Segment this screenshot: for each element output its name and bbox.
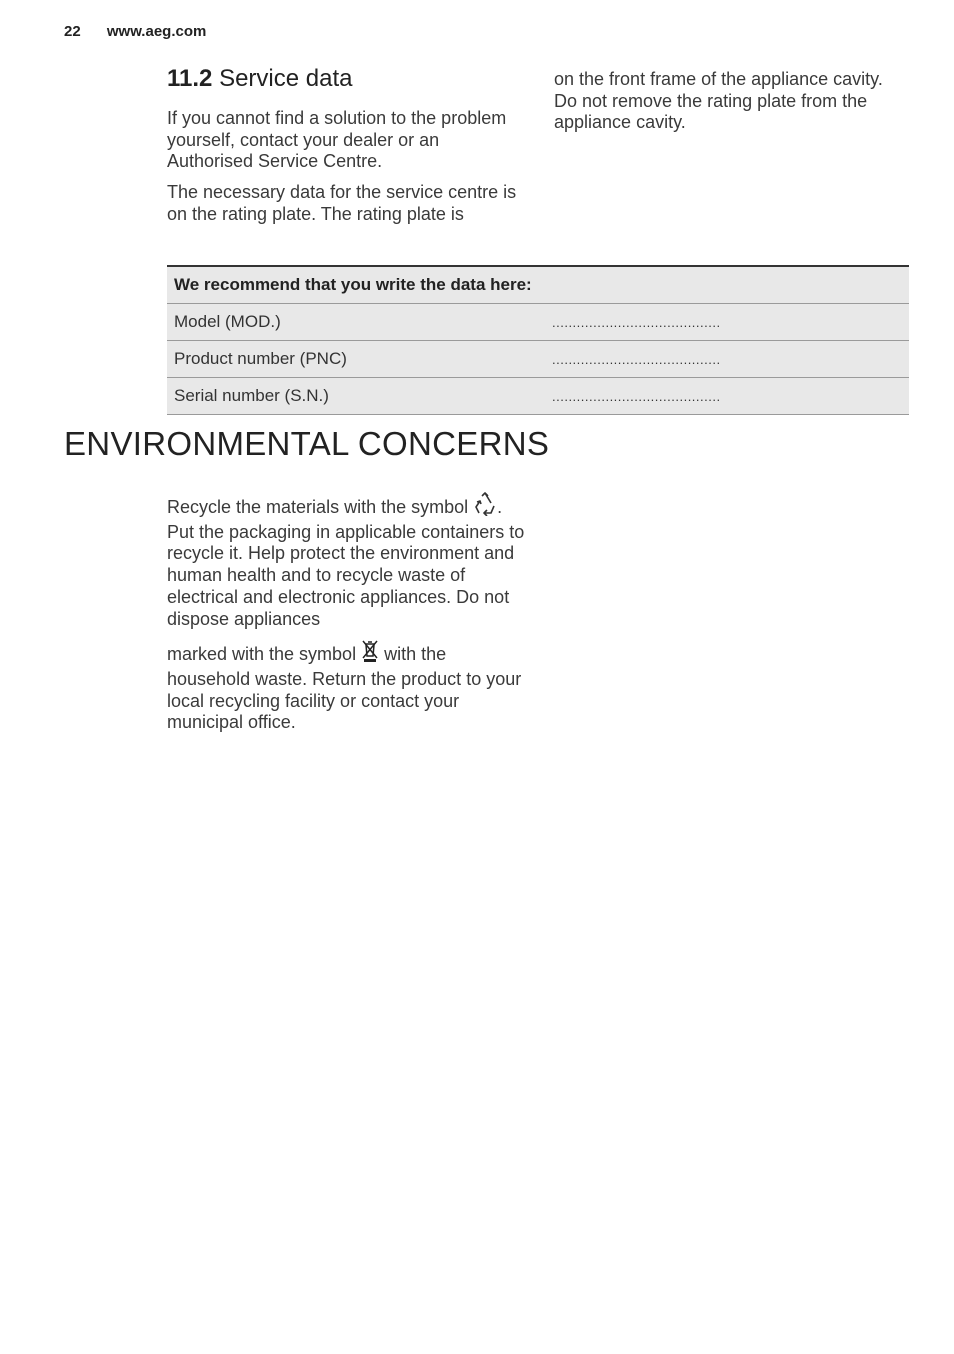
row-label-serial: Serial number (S.N.): [167, 378, 545, 415]
environmental-heading: ENVIRONMENTAL CONCERNS: [64, 425, 550, 462]
service-paragraph-3: on the front frame of the appliance cavity. Do not remove the rating plate from the appliance cavity.: [554, 69, 883, 133]
service-data-table: [167, 265, 909, 415]
table-row: [167, 304, 909, 341]
environment-paragraph-2: [167, 639, 527, 734]
environment-paragraph: [167, 492, 527, 630]
row-label-model: Model (MOD.): [167, 304, 545, 341]
section-title: Service data: [219, 65, 353, 92]
env-text-1: Recycle the materials with the symbol: [167, 497, 469, 517]
env-text-2: . Put the packaging in applicable containers to recycle it. Help protect the environment and human health and to recycle waste of electrical and electronic appliances. Do not dispose appliances: [167, 497, 525, 629]
service-right-column: [554, 69, 904, 143]
row-value-pnc: .........................................: [545, 341, 909, 378]
website-link[interactable]: www.aeg.com: [106, 23, 207, 40]
crossed-bin-icon: [361, 639, 379, 669]
service-paragraph-1: If you cannot find a solution to the problem yourself, contact your dealer or an Authorised Service Centre.: [167, 108, 507, 172]
row-value-model: .........................................: [545, 304, 909, 341]
environment-text: [167, 492, 527, 743]
service-paragraph-2: The necessary data for the service centre is on the rating plate. The rating plate is: [167, 182, 517, 224]
env-text-3: marked with the symbol: [167, 644, 357, 665]
service-data-heading: [167, 65, 352, 93]
env-text-4: with the household waste. Return the product to your local recycling facility or contact your municipal office.: [167, 644, 522, 733]
page-number: 22: [64, 23, 81, 40]
row-label-pnc: Product number (PNC): [167, 341, 545, 378]
table-row: [167, 341, 909, 378]
table-row: [167, 378, 909, 415]
page-header: [64, 23, 206, 40]
service-left-column: [167, 108, 522, 235]
row-value-serial: .........................................: [545, 378, 909, 415]
section-number: 11.2: [167, 65, 213, 92]
table-header: We recommend that you write the data here:: [167, 266, 909, 304]
table-header-row: [167, 266, 909, 304]
recycle-icon: [473, 492, 497, 522]
